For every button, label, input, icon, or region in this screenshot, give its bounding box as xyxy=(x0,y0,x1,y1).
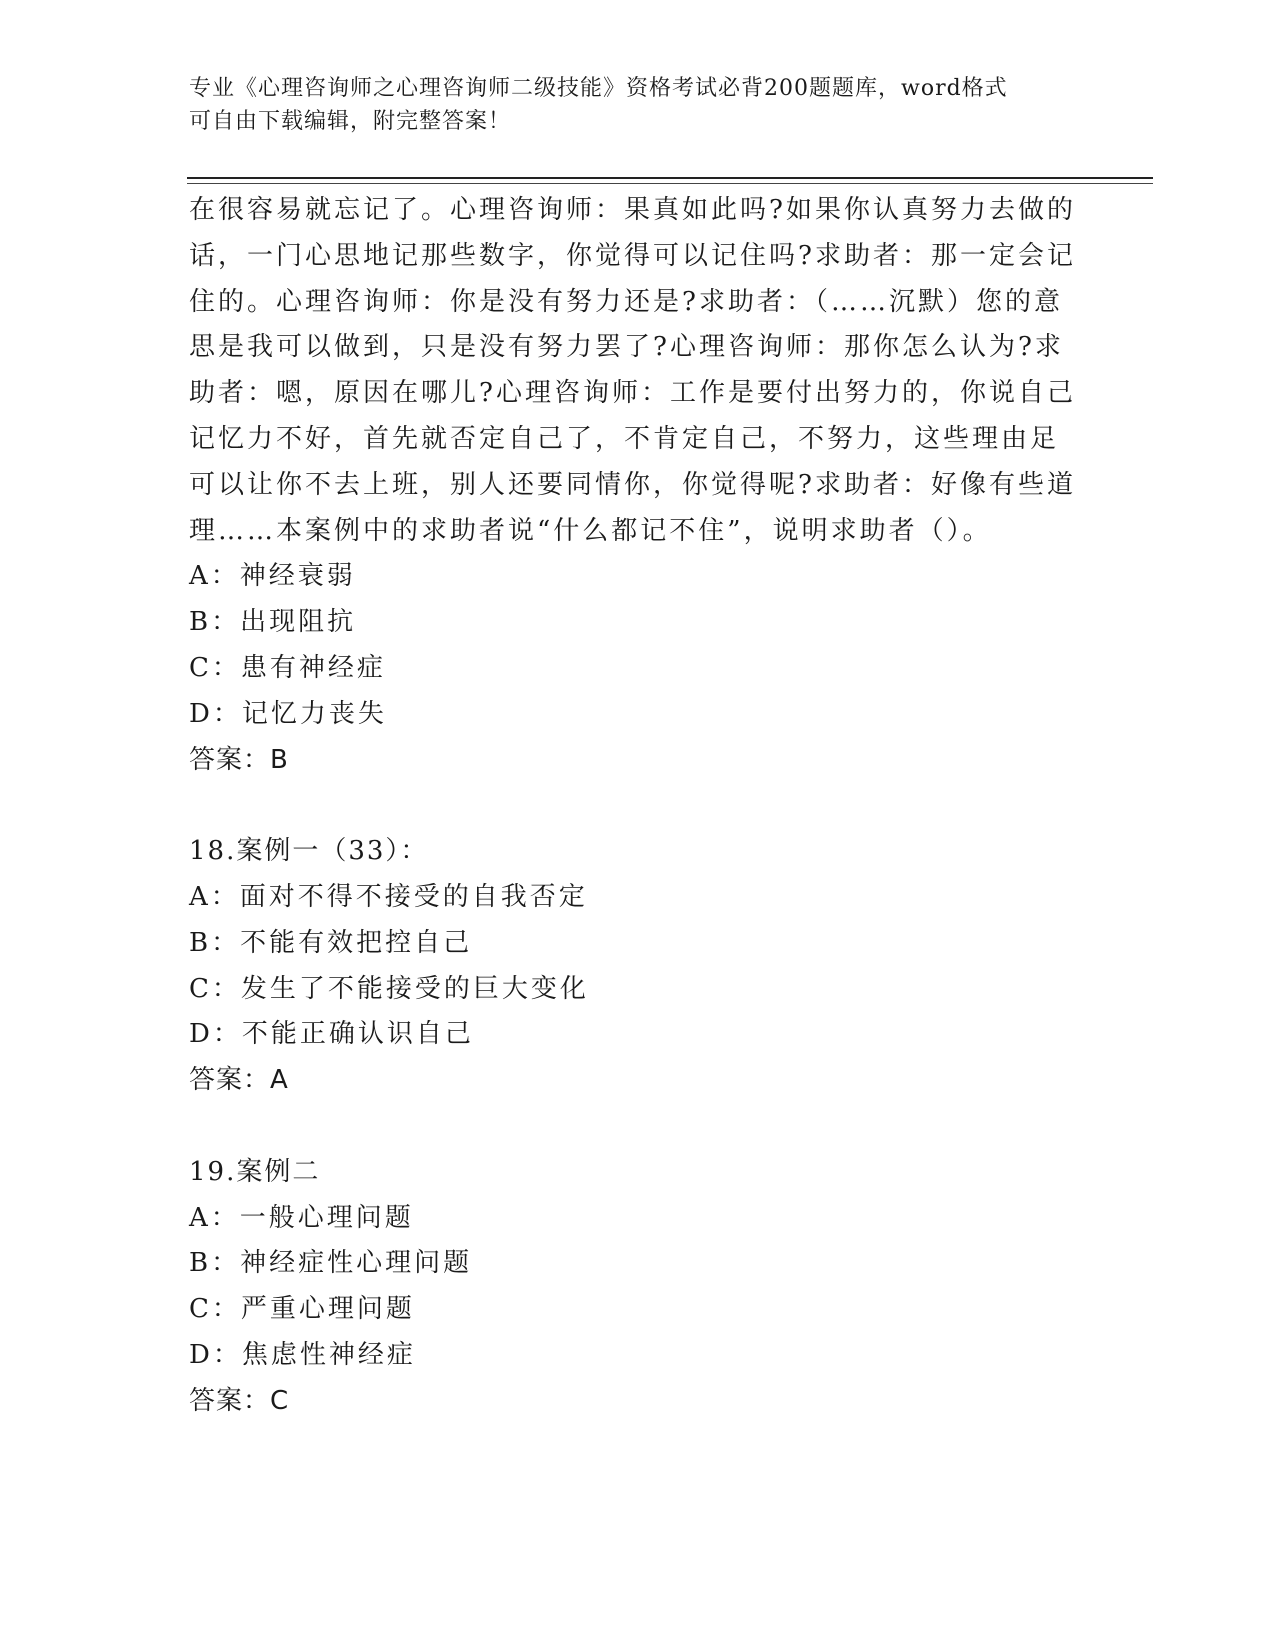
question-stem-line: 可以让你不去上班，别人还要同情你，你觉得呢?求助者：好像有些道 xyxy=(189,469,1076,500)
question-stem-line: 理……本案例中的求助者说“什么都记不住”，说明求助者（）。 xyxy=(189,515,992,546)
question-stem-line: 话，一门心思地记那些数字，你觉得可以记住吗?求助者：那一定会记 xyxy=(189,240,1076,271)
document-body xyxy=(189,188,1089,1425)
option-a: A：一般心理问题 xyxy=(189,1202,414,1233)
option-a: A：面对不得不接受的自我否定 xyxy=(189,881,588,912)
option-d: D：不能正确认识自己 xyxy=(189,1019,474,1050)
header-divider-thick xyxy=(187,177,1153,179)
question-18 xyxy=(189,829,1089,1104)
option-b: B：出现阻抗 xyxy=(189,607,357,638)
option-d: D：记忆力丧失 xyxy=(189,698,387,729)
question-stem-line: 记忆力不好，首先就否定自己了，不肯定自己，不努力，这些理由足 xyxy=(189,423,1060,454)
option-c: C：严重心理问题 xyxy=(189,1294,415,1325)
spacer xyxy=(189,783,1089,829)
spacer xyxy=(189,1104,1089,1150)
question-title: 19.案例二 xyxy=(189,1156,321,1187)
question-stem-line: 住的。心理咨询师：你是没有努力还是?求助者：（……沉默）您的意 xyxy=(189,286,1063,317)
question-19 xyxy=(189,1150,1089,1425)
answer-line: 答案：B xyxy=(189,744,289,775)
question-title: 18.案例一（33）： xyxy=(189,836,429,867)
option-d: D：焦虑性神经症 xyxy=(189,1339,416,1370)
option-b: B：不能有效把控自己 xyxy=(189,927,473,958)
option-a: A：神经衰弱 xyxy=(189,561,356,592)
question-stem-line: 思是我可以做到，只是没有努力罢了?心理咨询师：那你怎么认为?求 xyxy=(189,332,1064,363)
header-line-1: 专业《心理咨询师之心理咨询师二级技能》资格考试必背200题题库，word格式 xyxy=(189,76,1008,101)
question-17 xyxy=(189,188,1089,783)
document-header xyxy=(189,72,1089,138)
answer-line: 答案：C xyxy=(189,1385,290,1416)
option-c: C：患有神经症 xyxy=(189,652,386,683)
option-c: C：发生了不能接受的巨大变化 xyxy=(189,973,589,1004)
answer-line: 答案：A xyxy=(189,1065,289,1096)
header-line-2: 可自由下载编辑，附完整答案！ xyxy=(189,109,512,134)
question-stem-line: 助者：嗯，原因在哪儿?心理咨询师：工作是要付出努力的，你说自己 xyxy=(189,378,1076,409)
question-stem-line: 在很容易就忘记了。心理咨询师：果真如此吗?如果你认真努力去做的 xyxy=(189,195,1076,225)
option-b: B：神经症性心理问题 xyxy=(189,1248,473,1279)
header-divider-thin xyxy=(187,183,1153,184)
